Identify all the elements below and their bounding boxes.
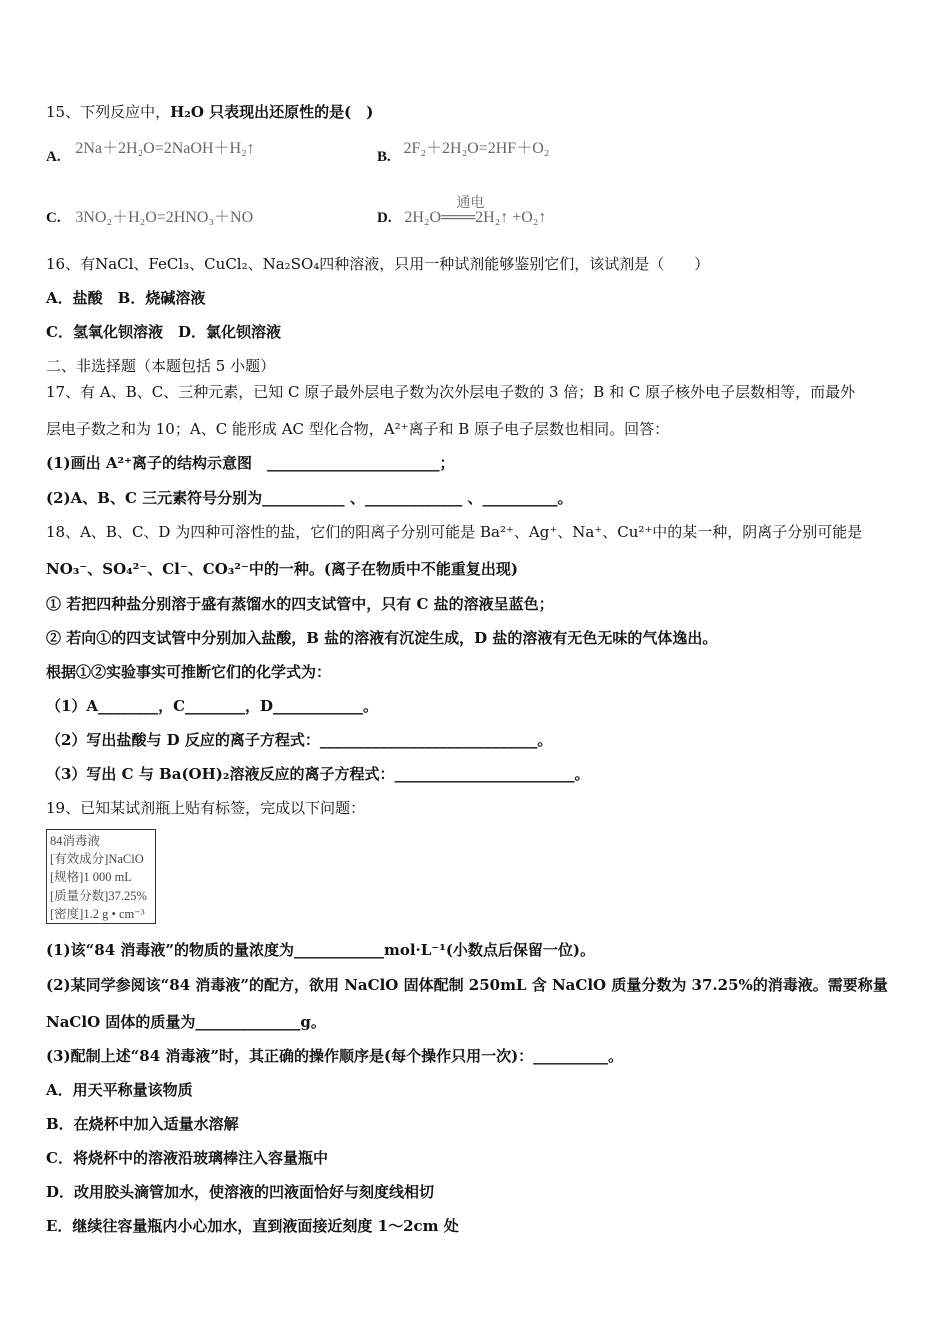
label-line: 84消毒液 (50, 834, 101, 848)
q19-part2-line1: (2)某同学参阅该“84 消毒液”的配方，欲用 NaClO 固体配制 250mL 含 NaClO 质量分数为 37.25%的消毒液。需要称量 (46, 976, 888, 994)
equation: 3NO₂＋H₂O=2HNO₃＋NO (75, 209, 254, 226)
q16-options-ab[interactable]: A．盐酸 B．烧碱溶液 (46, 289, 206, 307)
equation: 2F₂＋2H₂O=2HF＋O₂ (403, 140, 550, 157)
q18-part1: （1）A________，C________，D____________。 (46, 697, 379, 715)
q19-stem: 19、已知某试剂瓶上贴有标签，完成以下问题： (46, 799, 366, 817)
q19-step-d: D．改用胶头滴管加水，使溶液的凹液面恰好与刻度线相切 (46, 1183, 435, 1201)
q19-part3: (3)配制上述“84 消毒液”时，其正确的操作顺序是(每个操作只用一次)：__________。 (46, 1047, 624, 1065)
q16-options-cd[interactable]: C．氢氧化钡溶液 D．氯化钡溶液 (46, 323, 281, 341)
q17-part1: (1)画出 A²⁺离子的结构示意图 _______________________； (46, 454, 455, 472)
label-line: [质量分数]37.25% (50, 888, 147, 903)
q18-condition2: ② 若向①的四支试管中分别加入盐酸，B 盐的溶液有沉淀生成，D 盐的溶液有无色无味的气体逸出。 (46, 629, 718, 647)
q17-part2: (2)A、B、C 三元素符号分别为___________ 、_____________ 、__________。 (46, 489, 573, 507)
equation: 2H₂O═══2H₂↑ +O₂↑ (404, 209, 547, 226)
q15-option-d[interactable] (377, 196, 547, 228)
q15-stem-text: 15、下列反应中， (46, 103, 171, 121)
q15-option-a[interactable] (46, 140, 255, 167)
q17-line2: 层电子数之和为 10；A、C 能形成 AC 型化合物，A²⁺离子和 B 原子电子层数也相同。回答： (46, 420, 670, 438)
q18-infer: 根据①②实验事实可推断它们的化学式为： (46, 663, 332, 681)
q19-step-a: A．用天平称量该物质 (46, 1081, 193, 1099)
q18-line1: 18、A、B、C、D 为四种可溶性的盐，它们的阳离子分别可能是 Ba²⁺、Ag⁺、Na⁺、Cu²⁺中的某一种，阴离子分别可能是 (46, 523, 863, 541)
q18-part2: （2）写出盐酸与 D 反应的离子方程式：_____________________________。 (46, 731, 553, 749)
q19-part1: (1)该“84 消毒液”的物质的量浓度为____________mol·L⁻¹(小数点后保留一位)。 (46, 941, 596, 959)
option-label: D. (377, 210, 392, 226)
option-label: A. (46, 149, 61, 165)
label-line: [密度]1.2 g • cm⁻³ (50, 906, 145, 921)
label-line: [规格]1 000 mL (50, 870, 132, 885)
reagent-label (46, 829, 156, 924)
q15-stem-bold: H₂O 只表现出还原性的是( ) (170, 103, 374, 121)
q18-part3: （3）写出 C 与 Ba(OH)₂溶液反应的离子方程式：________________________。 (46, 765, 590, 783)
q16-stem: 16、有NaCl、FeCl₃、CuCl₂、Na₂SO₄四种溶液，只用一种试剂能够鉴别它们，该试剂是（ ） (46, 255, 710, 273)
reaction-condition: 通电 (456, 196, 485, 211)
q19-step-e: E．继续往容量瓶内小心加水，直到液面接近刻度 1～2cm 处 (46, 1217, 459, 1235)
q17-line1: 17、有 A、B、C、三种元素，已知 C 原子最外层电子数为次外层电子数的 3 倍；B 和 C 原子核外电子层数相等，而最外 (46, 383, 856, 401)
option-label: B. (377, 149, 391, 165)
equation-wrap (404, 196, 547, 228)
q19-part2-line2: NaClO 固体的质量为______________g。 (46, 1013, 326, 1031)
q19-step-b: B．在烧杯中加入适量水溶解 (46, 1115, 239, 1133)
q15-option-c[interactable] (46, 207, 253, 228)
label-line: [有效成分]NaClO (50, 852, 144, 867)
q15-option-b[interactable] (377, 140, 550, 167)
equation: 2Na＋2H₂O=2NaOH＋H₂↑ (75, 140, 255, 157)
q18-line2: NO₃⁻、SO₄²⁻、Cl⁻、CO₃²⁻中的一种。(离子在物质中不能重复出现) (46, 560, 519, 578)
q19-step-c: C．将烧杯中的溶液沿玻璃棒注入容量瓶中 (46, 1149, 328, 1167)
section-heading: 二、非选择题（本题包括 5 小题） (46, 357, 276, 375)
q18-condition1: ① 若把四种盐分别溶于盛有蒸馏水的四支试管中，只有 C 盐的溶液呈蓝色； (46, 595, 554, 613)
q15-stem (46, 102, 373, 122)
option-label: C. (46, 210, 61, 226)
